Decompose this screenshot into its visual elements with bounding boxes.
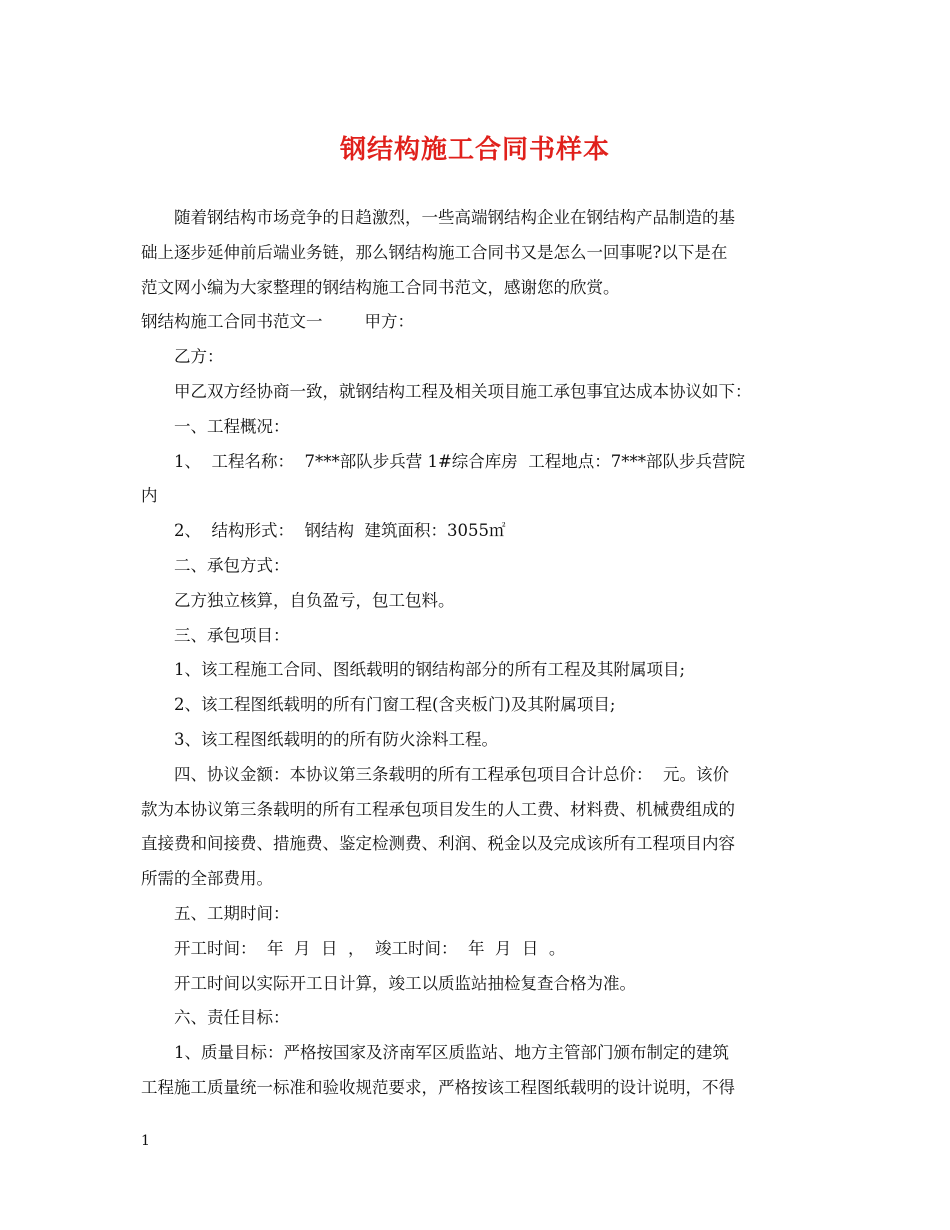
section-heading: 六、责任目标： [174,1008,290,1028]
paragraph-line: 直接费和间接费、措施费、鉴定检测费、利润、税金以及完成该所有工程项目内容 [141,834,735,854]
paragraph-line: 2、 结构形式： 钢结构 建筑面积：3055㎡ [174,521,506,541]
document-body [141,201,811,1106]
paragraph-line: 所需的全部费用。 [141,869,273,889]
paragraph-line: 开工时间以实际开工日计算，竣工以质监站抽检复查合格为准。 [174,973,636,993]
section-heading: 二、承包方式： [174,555,290,575]
paragraph-line: 开工时间： 年 月 日 ， 竣工时间： 年 月 日 。 [174,938,566,958]
paragraph-line: 甲乙双方经协商一致，就钢结构工程及相关项目施工承包事宜达成本协议如下： [174,381,752,401]
section-heading: 一、工程概况： [174,416,290,436]
paragraph-line: 工程施工质量统一标准和验收规范要求，严格按该工程图纸载明的设计说明，不得 [141,1077,735,1097]
paragraph-line: 1、该工程施工合同、图纸载明的钢结构部分的所有工程及其附属项目; [174,660,686,680]
paragraph-line: 范文网小编为大家整理的钢结构施工合同书范文，感谢您的欣赏。 [141,277,620,297]
paragraph-line: 1、质量目标：严格按国家及济南军区质监站、地方主管部门颁布制定的建筑 [174,1043,729,1063]
paragraph-line: 四、协议金额：本协议第三条载明的所有工程承包项目合计总价： 元。该价 [174,764,729,784]
paragraph-line: 1、 工程名称： 7***部队步兵营 1#综合库房 工程地点：7***部队步兵营院 [174,451,746,471]
paragraph-line: 础上逐步延伸前后端业务链，那么钢结构施工合同书又是怎么一回事呢?以下是在 [141,242,728,262]
section-heading: 五、工期时间： [174,903,290,923]
paragraph-line: 内 [141,486,158,506]
paragraph-line: 乙方独立核算，自负盈亏，包工包料。 [174,590,455,610]
paragraph-line: 钢结构施工合同书范文一 甲方： [141,312,414,332]
paragraph-line: 款为本协议第三条载明的所有工程承包项目发生的人工费、材料费、机械费组成的 [141,799,735,819]
page-number: 1 [141,1133,150,1149]
paragraph-line: 随着钢结构市场竞争的日趋激烈，一些高端钢结构企业在钢结构产品制造的基 [174,208,735,227]
document-title: 钢结构施工合同书样本 [339,135,610,165]
paragraph-line: 2、该工程图纸载明的所有门窗工程(含夹板门)及其附属项目; [174,695,616,715]
paragraph-line: 3、该工程图纸载明的的所有防火涂料工程。 [174,729,498,749]
paragraph-line: 乙方： [174,347,224,367]
section-heading: 三、承包项目： [174,625,290,645]
